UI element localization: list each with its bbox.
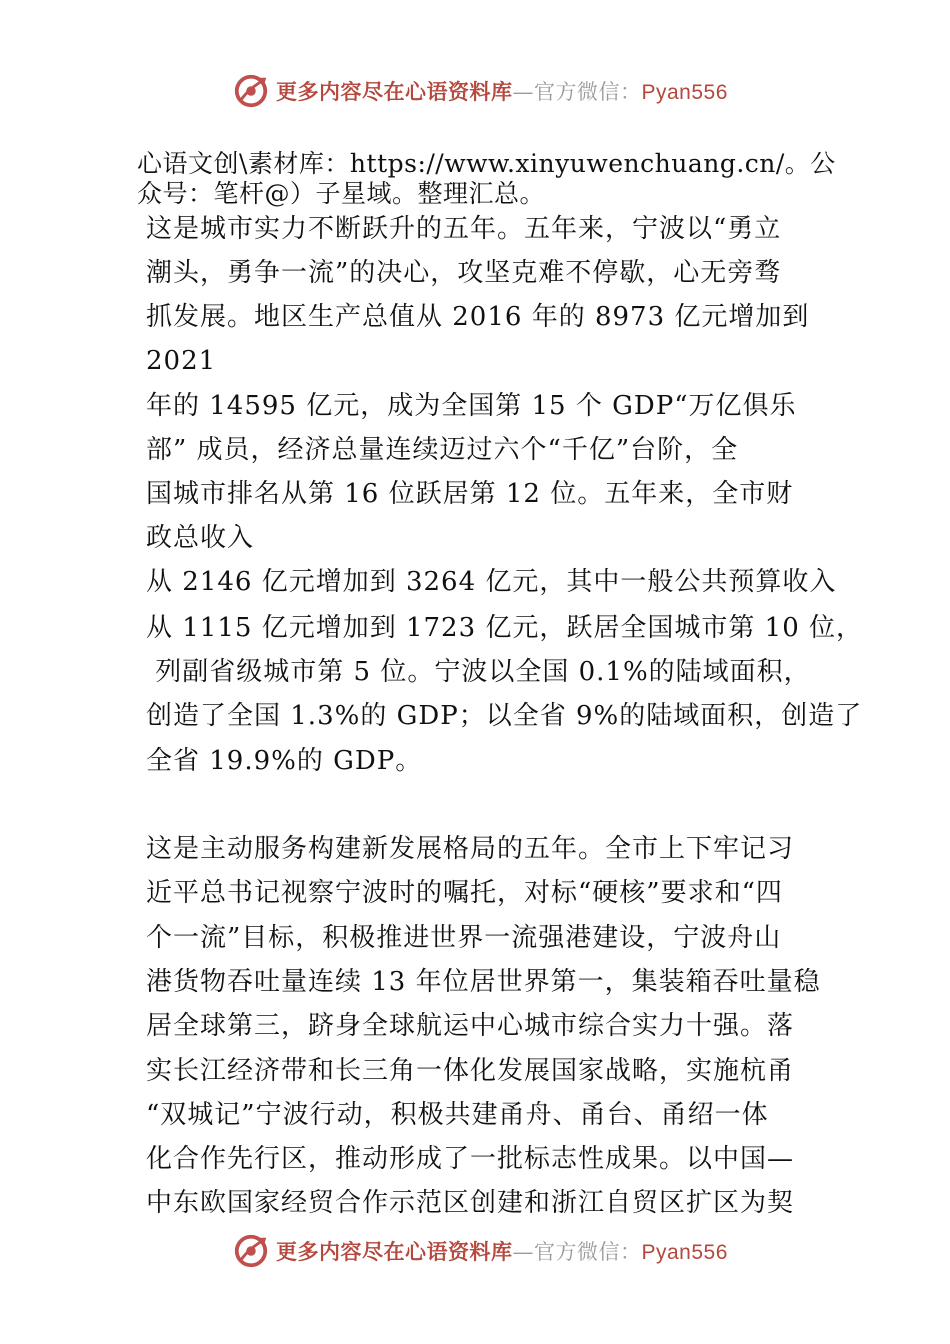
paragraph-line: 这是主动服务构建新发展格局的五年。全市上下牢记习	[146, 834, 795, 864]
watermark-wechat-label: 官方微信：	[534, 1240, 642, 1264]
paragraph-line: 年的 14595 亿元，成为全国第 15 个 GDP“万亿俱乐	[146, 391, 797, 421]
paragraph-line: 从 1115 亿元增加到 1723 亿元，跃居全国城市第 10 位，	[146, 613, 864, 643]
paragraph-line: 中东欧国家经贸合作示范区创建和浙江自贸区扩区为契	[146, 1188, 795, 1218]
watermark-wechat-id: Pyan556	[641, 81, 728, 104]
header-line-2: 众号：笔杆@）子星域。整理汇总。	[137, 179, 546, 208]
paragraph-line: 实长江经济带和长三角一体化发展国家战略，实施杭甬	[146, 1056, 795, 1086]
paragraph-line: 国城市排名从第 16 位跃居第 12 位。五年来，全市财	[146, 479, 794, 509]
paragraph-line: 近平总书记视察宁波时的嘱托，对标“硬核”要求和“四	[146, 878, 783, 908]
paragraph-line: 部” 成员，经济总量连续迈过六个“千亿”台阶，全	[146, 435, 739, 465]
paragraph-line: 从 2146 亿元增加到 3264 亿元，其中一般公共预算收入	[146, 567, 837, 597]
watermark-dash: —	[512, 1240, 534, 1264]
paragraph-line: 抓发展。地区生产总值从 2016 年的 8973 亿元增加到	[146, 302, 810, 332]
paragraph-line: 列副省级城市第 5 位。宁波以全国 0.1%的陆域面积，	[146, 657, 811, 687]
paragraph-line: 全省 19.9%的 GDP。	[146, 746, 423, 776]
paragraph-line: 化合作先行区，推动形成了一批标志性成果。以中国—	[146, 1144, 795, 1174]
watermark-banner-top	[0, 70, 950, 114]
watermark-text	[276, 78, 728, 107]
watermark-text	[276, 1238, 728, 1267]
header-line-1: 心语文创\素材库：https://www.xinyuwenchuang.cn/。公	[137, 149, 836, 178]
paragraph-line: 港货物吞吐量连续 13 年位居世界第一，集装箱吞吐量稳	[146, 967, 821, 997]
watermark-dash: —	[512, 80, 534, 104]
paragraph-line: 政总收入	[146, 523, 255, 553]
paragraph-line: 这是城市实力不断跃升的五年。五年来，宁波以“勇立	[146, 214, 782, 244]
brand-logo-icon	[232, 72, 270, 110]
paragraph-line: 居全球第三，跻身全球航运中心城市综合实力十强。落	[146, 1011, 795, 1041]
paragraph-line: 2021	[146, 346, 217, 376]
watermark-wechat-label: 官方微信：	[534, 80, 642, 104]
paragraph-line: 个一流”目标，积极推进世界一流强港建设，宁波舟山	[146, 923, 782, 953]
paragraph-line: 创造了全国 1.3%的 GDP；以全省 9%的陆域面积，创造了	[146, 701, 863, 731]
watermark-brand: 更多内容尽在心语资料库	[276, 79, 513, 104]
paragraph-line: 潮头，勇争一流”的决心，攻坚克难不停歇，心无旁骛	[146, 258, 782, 288]
brand-logo-icon	[232, 1232, 270, 1270]
watermark-brand: 更多内容尽在心语资料库	[276, 1239, 513, 1264]
paragraph-line: “双城记”宁波行动，积极共建甬舟、甬台、甬绍一体	[146, 1100, 769, 1130]
watermark-banner-bottom	[0, 1230, 950, 1274]
watermark-wechat-id: Pyan556	[641, 1241, 728, 1264]
